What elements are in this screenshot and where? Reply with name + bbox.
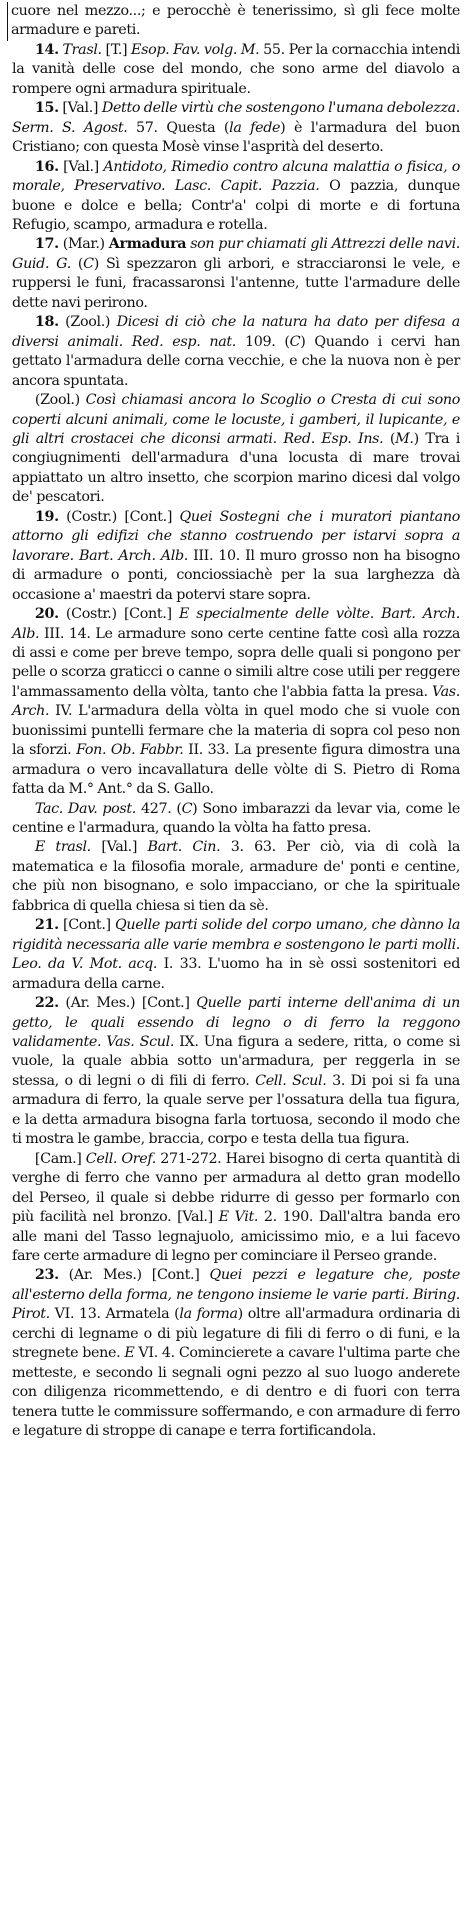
text-run: III. 14. Le armadure sono certe centine fatte così alla rozza di assi e come per breve tempo, sopra delle quali si pongono per pelle o scorza graticci o canne o simili altre cose utili per reggere l'ammassamento della vòlta, tanto che l'abbia fatta la presa.	[12, 625, 460, 700]
text-run: IV. L'armadura della vòlta in quel modo che si vuole con buonissimi puntelli fermare che la materia di sopra col peso non la sforzi.	[12, 703, 460, 759]
text-run: VI. 4. Comincierete a cavare l'ultima parte che metteste, e secondo li segnali ogni pezzo al suo luogo anderete con diligenza ricommettendo, e di dentro e di fuori con terra tenera tutte le commissure soffermando, e con armadure di ferro e legature di stroppe di canape e terra fortificandola.	[12, 1345, 460, 1440]
italic-run: Antidoto, Rimedio contro alcuna malattia o fisica, o morale, Preservativo. Lasc. Capit. Pazzia.	[12, 158, 460, 195]
dictionary-entry-paragraph	[12, 235, 460, 313]
text-run: [Val.]	[90, 839, 148, 856]
italic-run: C	[289, 333, 301, 350]
text-run: 55. Per la cornacchia intendi la vanità delle cose del mondo, che sono arme del diavolo a rompere ogni armadura spirituale.	[12, 41, 460, 97]
text-run: 109. (	[235, 333, 290, 350]
italic-run: Bart. Cin.	[147, 839, 221, 856]
dictionary-entry-paragraph	[12, 158, 460, 236]
text-run: (	[70, 255, 84, 272]
dictionary-entry-paragraph	[12, 41, 460, 99]
text-run: ) Tra i congiugnimenti dell'armadura d'una locusta di mare trovai appiattato un altro insetto, che scorpion marino dicesi dal volgo de' pescatori.	[12, 430, 460, 506]
italic-run: Quei pezzi e legature che, poste all'esterno della forma, ne tengono insieme le varie parti. Biring. Pirot.	[12, 1267, 460, 1323]
entry-number: 14.	[34, 41, 59, 58]
dictionary-entry-paragraph	[12, 838, 460, 916]
italic-run: Detto delle virtù che sostengono l'umana debolezza. Serm. S. Agost.	[12, 100, 460, 136]
text-run: [Cam.]	[34, 1150, 86, 1167]
italic-run: la fede	[229, 119, 281, 136]
entry-number: 18.	[34, 314, 59, 331]
text-run: 427. (	[136, 800, 182, 817]
text-run: (Costr.) [Cont.]	[58, 508, 180, 525]
text-run: II. 33. La presente figura dimostra una armadura o vero incavallatura delle vòlte di S. Pietro di Roma fatta da M.° Ant.° da S. Gallo.	[12, 742, 460, 798]
dictionary-entry-paragraph	[12, 994, 460, 1150]
dictionary-entry-paragraph	[12, 605, 460, 800]
text-run: 2. 190. Dall'altra banda ero alle mani del Tasso legnajuolo, amicissimo mio, e a lui facevo fare certe armadure di legno per cominciare il Perseo grande.	[12, 1209, 460, 1264]
entry-number: 16.	[34, 158, 59, 175]
text-run: (Mar.)	[58, 236, 109, 253]
italic-run: C	[181, 800, 193, 817]
text-run: 271-272. Harei bisogno di certa quantità di verghe di ferro che vanno per armadura al detto gran modello del Perseo, il quale si debbe ridurre di gesso per formarlo con più facilità nel bronzo. [Val.]	[12, 1150, 460, 1226]
italic-run: Quelle parti solide del corpo umano, che dànno la rigidità necessaria alle varie membra e sostengono le parti molli. Leo. da V. Mot. acq.	[12, 917, 461, 973]
italic-run: E	[124, 1345, 135, 1362]
italic-run: Fon. Ob. Fabbr.	[76, 742, 184, 759]
text-run: (Zool.)	[58, 314, 117, 331]
italic-run: Vas. Arch.	[12, 683, 460, 720]
dictionary-entry-paragraph	[12, 1150, 460, 1267]
text-run: [Cont.]	[58, 917, 116, 934]
dictionary-entry-paragraph	[12, 800, 460, 839]
dictionary-entry-paragraph	[12, 99, 460, 157]
text-run: [T.]	[101, 41, 132, 58]
dictionary-entry-paragraph	[7, 2, 460, 41]
italic-run: M.	[395, 430, 414, 447]
text-run: III. 10. Il muro grosso non ha bisogno di armadure o ponti, conciossiachè per la sua larghezza dà occasione a' maestri da potervi stare sopra.	[12, 547, 461, 603]
dictionary-entry-paragraph	[12, 508, 460, 605]
entry-number: 19.	[34, 508, 59, 525]
italic-run: Tac. Dav. post.	[34, 800, 137, 817]
text-run: I. 33. L'uomo ha in sè ossi sostenitori ed armadura della carne.	[12, 956, 460, 992]
text-run: VI. 13. Armatela (	[49, 1306, 180, 1323]
italic-run: C	[83, 255, 94, 272]
entry-number: 15.	[34, 100, 59, 117]
text-run: O pazzia, dunque buone e dolce e bella; Contr'a' colpi di morte e di fortuna Refugio, scampo, armadura e rotella.	[12, 178, 460, 233]
italic-run: E specialmente delle vòlte. Bart. Arch. Alb.	[12, 606, 460, 642]
text-run: [Val.]	[58, 158, 104, 175]
text-run: ) Sono imbarazzi da levar via, come le centine e l'armadura, quando la vòlta ha fatto presa.	[12, 800, 461, 837]
text-run: (Ar. Mes.) [Cont.]	[58, 1267, 210, 1284]
text-run: ) è l'armadura del buon Cristiano; con questa Mosè vinse l'asprità del deserto.	[12, 119, 461, 156]
italic-run: E trasl.	[34, 839, 91, 856]
text-run: ) oltre all'armadura ordinaria di cerchi di legname o di più legature di fili di ferro o di funi, e la stregnete bene.	[12, 1306, 460, 1362]
text-run: IX. Una figura a sedere, ritta, o come si vuole, la quale abbia sotto un'armadura, per reggerla in se stessa, o di legni o di fili di ferro.	[12, 1034, 460, 1089]
text-run: cuore nel mezzo...; e perocchè è tenerissimo, sì gli fece molte armadure e pareti.	[11, 3, 460, 39]
entry-number: 20.	[34, 606, 59, 623]
italic-run: Cell. Oref.	[85, 1150, 156, 1167]
dictionary-entry-paragraph	[12, 391, 460, 508]
entry-number: 22.	[34, 995, 59, 1012]
dictionary-entry-paragraph	[12, 916, 460, 994]
dictionary-entry-paragraph	[12, 313, 460, 391]
text-run: ) Quando i cervi han gettato l'armadura delle corna vecchie, e che la nuova non è per ancora spuntata.	[12, 333, 460, 389]
entry-number: 17.	[34, 236, 59, 253]
text-run: (	[383, 430, 396, 447]
dictionary-entry-paragraph	[12, 1266, 460, 1441]
text-run: 3. 63. Per ciò, via di colà la matematica e la filosofia morale, armadure de' ponti e centine, che più non bisognano, e solo impacciano, or che la spirituale fabbrica di quella chiesa si tien da sè.	[12, 839, 460, 914]
italic-run: E Vit.	[218, 1209, 259, 1226]
italic-run: la forma	[179, 1306, 238, 1323]
italic-run: Così chiamasi ancora lo Scoglio o Cresta di cui sono coperti alcuni animali, come le locuste, i gamberi, il lupicante, e gli altri crostacei che diconsi armati. Red. Esp. Ins.	[12, 392, 461, 447]
italic-run: Quei Sostegni che i muratori piantano attorno gli edifizi che stanno costruendo per istarvi sopra a lavorare. Bart. Arch. Alb.	[12, 508, 460, 564]
italic-run: Cell. Scul.	[255, 1072, 327, 1089]
text-run: 3. Di poi si fa una armadura di ferro, la quale serve per l'ossatura della tua figura, e la detta armadura bisogna farla tortuosa, secondo il modo che ti mostra le gambe, braccia, corpo e testa della tua figura.	[12, 1072, 460, 1148]
italic-run: son pur chiamati gli Attrezzi delle navi. Guid. G.	[12, 236, 460, 272]
entry-number: Armadura	[108, 236, 187, 253]
italic-run: Quelle parti interne dell'anima di un getto, le quali essendo di legno o di ferro la reggono validamente. Vas. Scul.	[12, 995, 460, 1051]
italic-run: Dicesi di ciò che la natura ha dato per difesa a diversi animali. Red. esp. nat.	[12, 314, 460, 350]
text-run: 57. Questa (	[127, 119, 230, 136]
text-run: [Val.]	[58, 100, 102, 117]
text-run: (Costr.) [Cont.]	[58, 606, 179, 623]
entry-number: 23.	[34, 1267, 59, 1284]
text-run: (Zool.)	[34, 392, 86, 409]
italic-run: Esop. Fav. volg. M.	[131, 41, 260, 58]
italic-run: Trasl.	[62, 41, 102, 58]
text-run: (Ar. Mes.) [Cont.]	[58, 995, 197, 1012]
text-run: ) Sì spezzaron gli arbori, e stracciaronsi le vele, e ruppersi le funi, fracassaronsi l'antenne, tutte l'armadure delle dette navi perirono.	[12, 255, 460, 311]
entry-number: 21.	[34, 917, 59, 934]
